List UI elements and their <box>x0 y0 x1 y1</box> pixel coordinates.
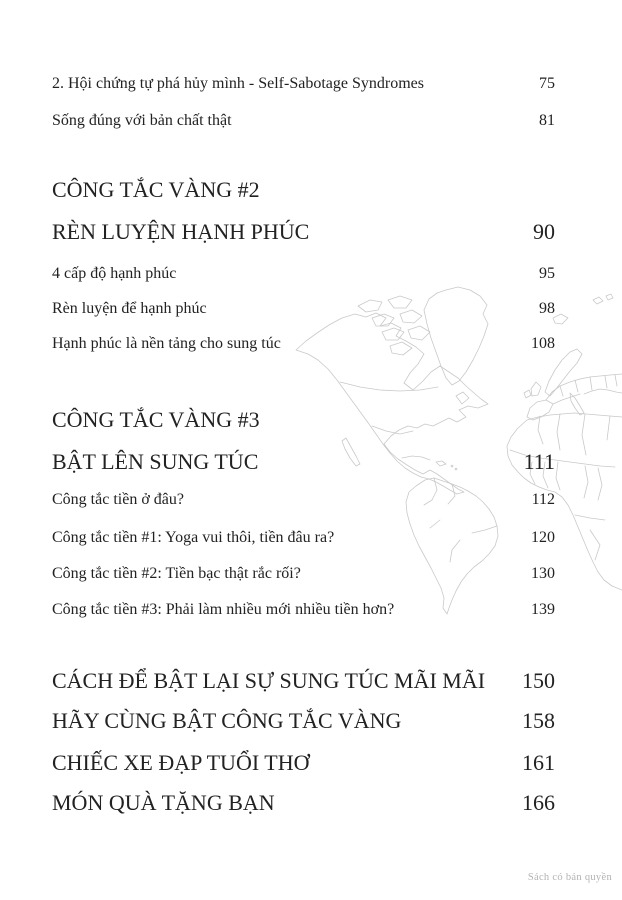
table-of-contents <box>52 73 555 817</box>
toc-entry-page: 75 <box>539 75 555 92</box>
toc-entry-label: Công tắc tiền #1: Yoga vui thôi, tiền đâu ra? <box>52 529 335 546</box>
toc-entry-label: MÓN QUÀ TẶNG BẠN <box>52 790 275 815</box>
toc-entry-page: 112 <box>531 491 555 508</box>
toc-section-heading <box>52 406 555 434</box>
toc-entry-label: RÈN LUYỆN HẠNH PHÚC <box>52 219 310 244</box>
toc-section-heading <box>52 218 555 246</box>
toc-entry-page: 139 <box>531 601 555 618</box>
copyright-watermark: Sách có bản quyền <box>527 872 612 883</box>
toc-entry-page: 98 <box>539 300 555 317</box>
toc-entry-page: 130 <box>531 565 555 582</box>
toc-entry-label: Rèn luyện để hạnh phúc <box>52 300 207 317</box>
toc-entry-page: 95 <box>539 265 555 282</box>
toc-entry-label: HÃY CÙNG BẬT CÔNG TẮC VÀNG <box>52 708 402 733</box>
toc-section-heading <box>52 448 555 476</box>
toc-entry-label: BẬT LÊN SUNG TÚC <box>52 449 259 474</box>
toc-section-heading <box>52 667 555 695</box>
toc-entry-label: CÁCH ĐỂ BẬT LẠI SỰ SUNG TÚC MÃI MÃI <box>52 668 486 693</box>
toc-entry <box>52 333 555 355</box>
toc-entry-label: CÔNG TẮC VÀNG #2 <box>52 177 260 202</box>
toc-entry-page: 150 <box>522 668 555 693</box>
toc-entry-label: CHIẾC XE ĐẠP TUỔI THƠ <box>52 750 310 775</box>
toc-entry <box>52 263 555 285</box>
toc-entry <box>52 298 555 320</box>
toc-section-heading <box>52 789 555 817</box>
toc-entry-page: 90 <box>533 219 555 244</box>
toc-entry <box>52 489 555 511</box>
toc-section-heading <box>52 176 555 204</box>
toc-section-heading <box>52 749 555 777</box>
toc-entry <box>52 563 555 585</box>
toc-entry-page: 161 <box>522 750 555 775</box>
toc-entry <box>52 73 555 95</box>
toc-entry-page: 120 <box>531 529 555 546</box>
toc-entry-page: 111 <box>523 449 555 474</box>
toc-entry-label: Hạnh phúc là nền tảng cho sung túc <box>52 335 281 352</box>
toc-entry-label: Công tắc tiền #3: Phải làm nhiều mới nhiều tiền hơn? <box>52 601 395 618</box>
toc-entry <box>52 527 555 549</box>
toc-entry-label: CÔNG TẮC VÀNG #3 <box>52 407 260 432</box>
toc-entry-label: 2. Hội chứng tự phá hủy mình - Self-Sabotage Syndromes <box>52 75 424 92</box>
toc-entry-label: Sống đúng với bản chất thật <box>52 112 232 129</box>
toc-entry <box>52 110 555 132</box>
toc-entry-page: 81 <box>539 112 555 129</box>
toc-entry-page: 166 <box>522 790 555 815</box>
toc-section-heading <box>52 707 555 735</box>
toc-entry-label: Công tắc tiền #2: Tiền bạc thật rắc rối? <box>52 565 301 582</box>
toc-entry-label: Công tắc tiền ở đâu? <box>52 491 184 508</box>
toc-entry <box>52 599 555 621</box>
toc-entry-page: 108 <box>531 335 555 352</box>
toc-entry-label: 4 cấp độ hạnh phúc <box>52 265 177 282</box>
toc-entry-page: 158 <box>522 708 555 733</box>
